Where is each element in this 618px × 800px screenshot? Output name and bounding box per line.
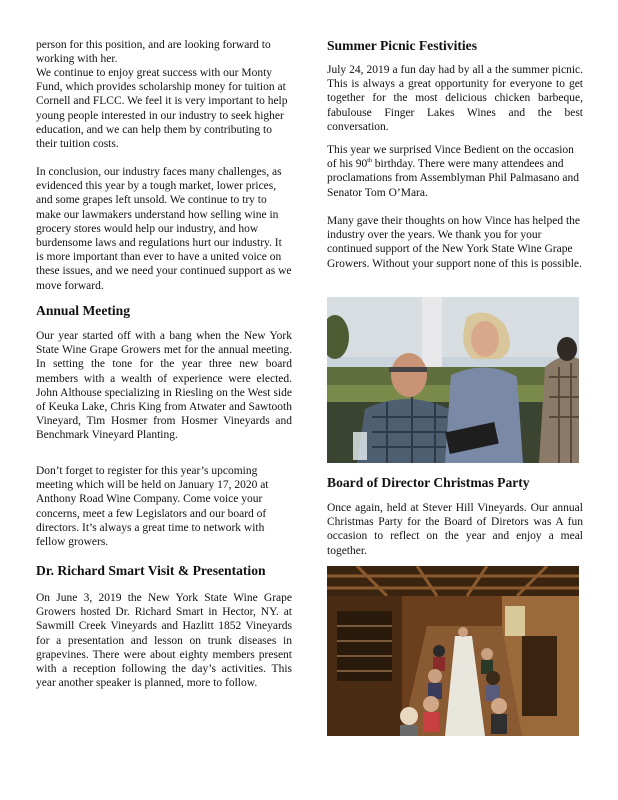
picnic-paragraph-2: This year we surprised Vince Bedient on the occasion of his 90th birthday. There were many attendees and proclamations from Assemblyman Phil Palmasano and Senator Tom O’Mara. — [327, 144, 580, 199]
intro-paragraph-1: person for this position, and are looking forward to working with her. — [36, 39, 271, 66]
christmas-party-photo — [327, 566, 579, 736]
smart-visit-heading: Dr. Richard Smart Visit & Presentation — [36, 563, 266, 578]
picnic-photo — [327, 297, 579, 463]
picnic-paragraph-3: Many gave their thoughts on how Vince has helped the industry over the years. We thank you for your continued support of the New York State Wine Grape Growers. Without your support none of this is possible. — [327, 215, 582, 270]
christmas-party-heading: Board of Director Christmas Party — [327, 475, 530, 490]
annual-meeting-paragraph-1: Our year started off with a bang when the New York State Wine Grape Growers met for the annual meeting. In setting the tone for the year three new board members with a wealth of experience were elected. John Althouse specializing in Riesling on the West side of Keuka Lake, Chris King from Atwater and Sawtooth Vineyard, Tim Hosmer from Hosmer Vineyards and Benchmark Vineyard Planting. — [36, 330, 292, 442]
picnic-heading: Summer Picnic Festivities — [327, 38, 478, 53]
annual-meeting-heading: Annual Meeting — [36, 303, 131, 318]
monty-fund-paragraph: We continue to enjoy great success with our Monty Fund, which provides scholarship money for tuition at Cornell and FLCC. We feel it is very important to help young people interested in our industry to seek higher education, and we can help them by contributing to their tuition costs. — [36, 67, 288, 151]
annual-meeting-paragraph-2: Don’t forget to register for this year’s upcoming meeting which will be held on January 17, 2020 at Anthony Road Wine Company. Come voice your concerns, meet a few Legislators and our board of directors. It’s always a great time to network with fellow growers. — [36, 465, 269, 549]
christmas-party-paragraph: Once again, held at Stever Hill Vineyards. Our annual Christmas Party for the Board of Diretors was A fun occasion to reflect on the year and enjoy a meal together. — [327, 502, 583, 557]
smart-visit-paragraph: On June 3, 2019 the New York State Wine Grape Growers hosted Dr. Richard Smart in Hector, NY. at Sawmill Creek Vineyards and Hazlitt 1852 Vineyards for a presentation and lesson on trunk diseases in grapevines. There were about eighty members present with a reception following the day’s activities. This year another speaker is planned, more to follow. — [36, 592, 292, 690]
conclusion-paragraph: In conclusion, our industry faces many challenges, as evidenced this year by a tough market, lower prices, and some grapes left unsold. We continue to try to make our lawmakers understand how selling wine in grocery stores would help our industry, and how burdensome laws and regulations hurt our industry. It is more important than ever to have a united voice on these issues, and we need your continued support as we move forward. — [36, 166, 292, 292]
picnic-paragraph-1: July 24, 2019 a fun day had by all a the summer picnic. This is always a great opportunity for everyone to get together for the most delicious chicken barbeque, fabulouse Finger Lakes Wines and the best conversation. — [327, 64, 583, 133]
